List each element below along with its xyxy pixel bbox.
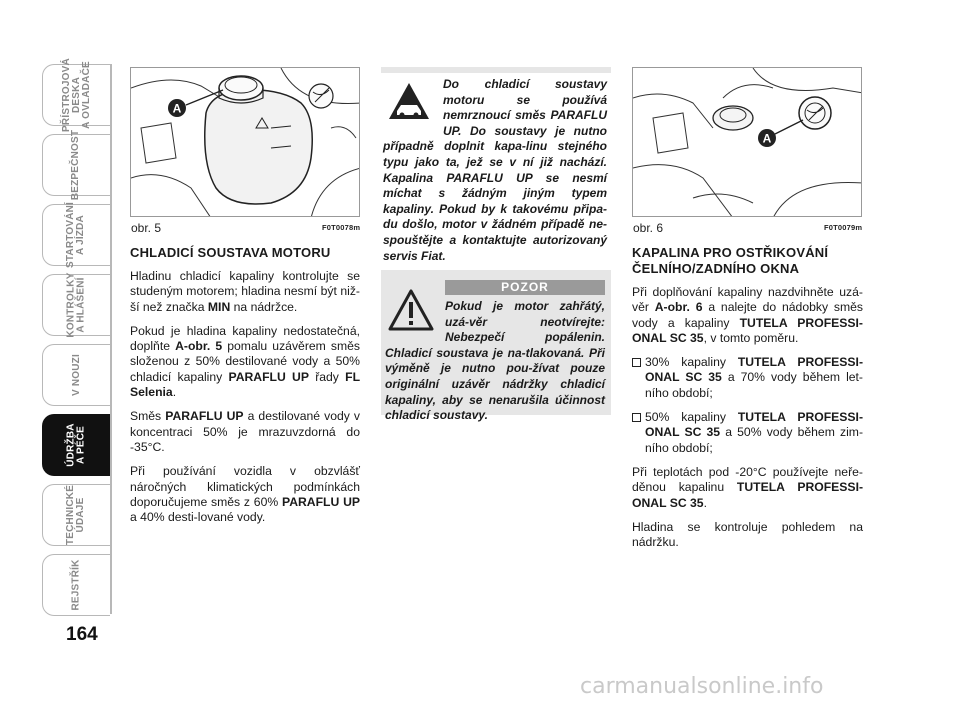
note-header-bar — [381, 67, 611, 73]
tab-rejstrik[interactable] — [42, 554, 110, 616]
tab-startovani[interactable] — [42, 201, 110, 269]
tab-label: V NOUZI — [70, 354, 82, 396]
washer-heading: KAPALINA PRO OSTŘIKOVÁNÍ ČELNÍHO/ZADNÍHO OKNA — [632, 245, 829, 276]
tab-label: TECHNICKÉ ÚDAJE — [65, 484, 87, 546]
tab-technicke-udaje[interactable] — [42, 484, 110, 546]
washer-reservoir-drawing — [633, 68, 862, 217]
info-note — [381, 67, 611, 263]
watermark: carmanualsonline.info — [580, 674, 824, 699]
washer-bullet-winter: 50% kapaliny TUTELA PROFESSI-ONAL SC 35 a 50% vody během zim-ního období; — [632, 410, 863, 456]
tab-pristrojova-deska[interactable] — [42, 58, 110, 132]
figure-coolant-reservoir — [130, 67, 360, 217]
coolant-paragraph-1: Hladinu chladicí kapaliny kontrolujte se studeným motorem; hladina nesmí být niž-ší než značka MIN na nádržce. — [130, 269, 360, 314]
warning-icon — [385, 286, 437, 334]
figure-6-code: F0T0079m — [824, 223, 863, 232]
figure-5-code: F0T0078m — [322, 223, 361, 232]
coolant-heading: CHLADICÍ SOUSTAVA MOTORU — [130, 245, 331, 260]
tab-label: STARTOVÁNÍ A JÍZDA — [65, 201, 87, 269]
washer-section — [632, 245, 863, 559]
figure-6-caption: obr. 6 — [633, 221, 664, 235]
page-number: 164 — [66, 624, 98, 645]
figure-marker-a: A — [762, 131, 772, 146]
warning-note-text: Pokud je motor zahřátý, uzá-věr neotvírejte: Nebezpečí popálenin. Chladicí soustava je na-tlakovaná. Při výměně je nutno pou-žívat pouze originální uzávěr nádržky chladicí kapaliny, aby se nenarušila účinnost chladicí soustavy. — [385, 299, 605, 423]
warning-title: POZOR — [445, 280, 605, 295]
tab-strip-edge — [110, 64, 112, 614]
car-info-icon — [383, 77, 435, 125]
tab-label: BEZPEČNOST — [70, 129, 82, 201]
tab-bezpecnost[interactable] — [42, 129, 110, 201]
coolant-reservoir-drawing — [131, 68, 360, 217]
figure-washer-reservoir — [632, 67, 862, 217]
figure-5-caption: obr. 5 — [131, 221, 162, 235]
washer-paragraph-1: Při doplňování kapaliny nazdvihněte uzá-věr A-obr. 6 a nalejte do nádobky směs vody a kapaliny TUTELA PROFESSI-ONAL SC 35, v tomto poměru. — [632, 285, 863, 345]
washer-paragraph-3: Hladina se kontroluje pohledem na nádržku. — [632, 519, 863, 550]
tab-kontrolky[interactable] — [42, 274, 110, 336]
washer-paragraph-2: Při teplotách pod -20°C používejte neře-děnou kapalinu TUTELA PROFESSI-ONAL SC 35. — [632, 464, 864, 510]
tab-v-nouzi[interactable] — [42, 344, 110, 406]
tab-label: REJSTŘÍK — [70, 559, 82, 611]
washer-bullet-summer: 30% kapaliny TUTELA PROFESSI-ONAL SC 35 a 70% vody během let-ního období; — [632, 355, 863, 401]
tab-label: ÚDRŽBA A PÉČE — [65, 423, 87, 467]
checkbox-icon — [632, 413, 641, 422]
tab-label: PŘÍSTROJOVÁ DESKA A OVLADAČE — [60, 58, 92, 132]
tab-udrzba[interactable] — [42, 414, 110, 476]
checkbox-icon — [632, 358, 641, 367]
coolant-paragraph-2: Pokud je hladina kapaliny nedostatečná, doplňte A-obr. 5 pomalu uzávěrem směs složenou z 50% destilované vody a 50% chladicí kapaliny PARAFLU UP řady FL Selenia. — [130, 323, 361, 400]
figure-marker-a: A — [172, 101, 182, 116]
tab-label: KONTROLKY A HLÁŠENÍ — [65, 272, 87, 338]
info-note-text: Do chladicí soustavy motoru se používá nemrznoucí směs PARAFLU UP. Do soustavy je nutno případně doplnit kapa-linu stejného typu jako ta, jež se v ní již nachází. Kapalina PARAFLU UP se nesmí míchat s žádným jiným typem kapaliny. Pokud by k takovému připa-du došlo, motor v žádném případě ne-spouštějte a kontaktujte autorizovaný servis Fiat. — [383, 77, 607, 263]
coolant-paragraph-3: Směs PARAFLU UP a destilované vody v koncentraci 50% je mrazuvzdorná do -35°C. — [130, 409, 361, 454]
warning-note — [381, 270, 611, 423]
coolant-section — [130, 245, 360, 534]
coolant-paragraph-4: Při používání vozidla v obzvlášť náročných klimatických podmínkách doporučujeme směs z 60% PARAFLU UP a 40% desti-lované vody. — [130, 464, 360, 525]
